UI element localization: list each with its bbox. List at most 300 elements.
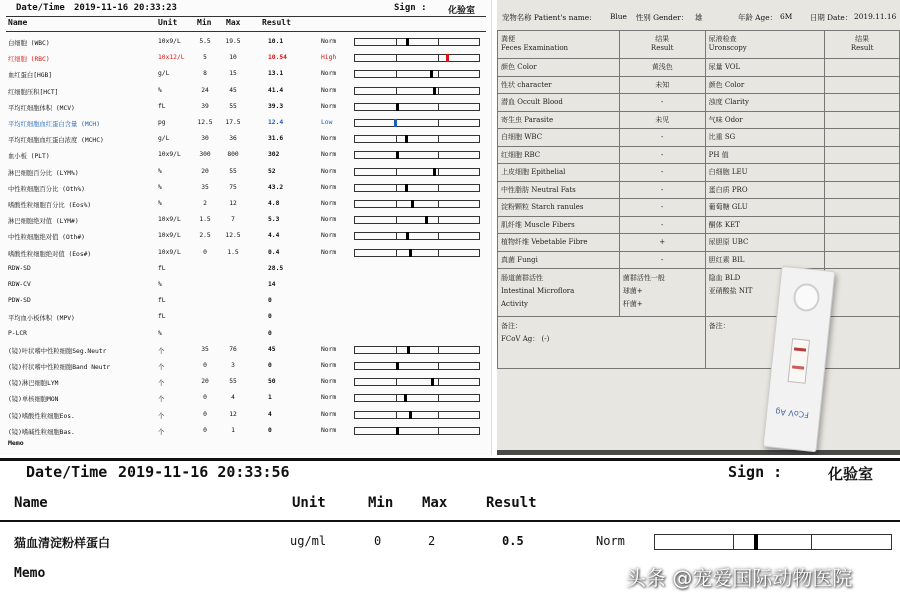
result-window [788, 338, 811, 384]
result-marker [406, 232, 409, 240]
urine-result-heading: 结果 Result [825, 31, 900, 59]
feces-item: 性状 character [498, 76, 620, 94]
cbc-row [0, 99, 492, 115]
urine-result [825, 129, 900, 147]
exam-row [498, 199, 900, 217]
test-name: 平均血小板体积 (MPV) [8, 315, 75, 323]
range-bar [354, 249, 480, 257]
test-min: 35 [201, 183, 209, 191]
test-max: 19.5 [225, 38, 241, 45]
test-max: 12 [229, 410, 237, 418]
test-form-photo [497, 0, 900, 455]
range-divider [396, 71, 397, 77]
cbc-row [0, 326, 492, 342]
result-marker [396, 151, 399, 159]
test-name: (镜)嗜酸性粒细胞Eos. [8, 412, 75, 420]
test-result: 4 [268, 410, 272, 418]
test-min: 12.5 [197, 119, 213, 126]
exam-table-head [498, 31, 900, 59]
range-bar [354, 362, 480, 370]
fcov-value: (-) [541, 335, 550, 343]
test-flag: Norm [321, 102, 337, 110]
test-result: 52 [268, 167, 276, 175]
test-flag: Norm [321, 378, 337, 386]
test-min: 0 [203, 410, 207, 418]
feces-item: 肌纤维 Muscle Fibers [498, 216, 620, 234]
test-max: 1.5 [227, 248, 239, 256]
result-marker [394, 119, 397, 127]
cbc-row [0, 390, 492, 406]
cbc-row [0, 164, 492, 180]
test-flag: High [321, 54, 337, 62]
bottom-datetime-value: 2019-11-16 20:33:56 [118, 463, 290, 481]
test-unit: fL [158, 102, 166, 110]
test-unit: 10x9/L [158, 38, 181, 45]
bottom-datetime-label: Date/Time [26, 463, 108, 481]
test-min: 0 [203, 394, 207, 402]
feces-item: 真菌 Fungi [498, 251, 620, 269]
cbc-header [8, 3, 488, 15]
cassette-brand: FCoV Ag [774, 406, 810, 420]
result-marker [409, 411, 412, 419]
feces-result: 未知 [619, 76, 705, 94]
bottom-col-name: Name [14, 495, 48, 511]
range-bar [354, 87, 480, 95]
feces-result-heading: 结果 Result [619, 31, 705, 59]
urine-result [825, 251, 900, 269]
cbc-row [0, 212, 492, 228]
range-divider [438, 185, 439, 191]
saa-row [0, 534, 900, 552]
exam-row [498, 111, 900, 129]
test-unit: % [158, 183, 162, 191]
urine-item: 尿量 VOL [705, 59, 825, 77]
test-flag: Norm [321, 216, 337, 224]
range-bar [354, 168, 480, 176]
feces-item: 白细胞 WBC [498, 129, 620, 147]
saa-result: 0.5 [502, 534, 524, 548]
col-result: Result [262, 18, 291, 27]
saa-range-bar [654, 534, 892, 550]
test-name: 中性粒细胞百分比 (Oth%) [8, 185, 85, 193]
cbc-row [0, 180, 492, 196]
range-divider [396, 250, 397, 256]
urine-result [825, 111, 900, 129]
test-unit: 个 [158, 428, 165, 436]
test-max: 800 [227, 151, 239, 159]
test-min: 1.5 [199, 216, 211, 224]
test-name: (镜)叶状嗜中性粒细胞Seg.Neutr [8, 347, 107, 355]
sign-label: Sign : [394, 3, 427, 13]
test-flag: Norm [321, 183, 337, 191]
range-divider [438, 379, 439, 385]
range-bar [354, 232, 480, 240]
result-marker [430, 70, 433, 78]
feces-item: 红细胞 RBC [498, 146, 620, 164]
range-divider [438, 347, 439, 353]
range-bar [354, 54, 480, 62]
cbc-row [0, 34, 492, 50]
bottom-column-headers [0, 495, 900, 513]
test-max: 12.5 [225, 232, 241, 240]
test-unit: fL [158, 297, 166, 305]
col-name: Name [8, 18, 28, 27]
cbc-row [0, 147, 492, 163]
range-divider [396, 217, 397, 223]
test-name: RDW-SD [8, 264, 31, 272]
cbc-row [0, 261, 492, 277]
test-min: 0 [203, 426, 207, 434]
cbc-row [0, 50, 492, 66]
saa-report [0, 458, 900, 600]
test-unit: % [158, 86, 162, 94]
flora-urine-items: 隐血 BLD 亚硝酸盐 NIT [705, 269, 825, 317]
range-divider [396, 39, 397, 45]
range-bar [354, 70, 480, 78]
test-name: 中性粒细胞绝对值 (Oth#) [8, 234, 85, 242]
urine-item: 胆红素 BIL [705, 251, 825, 269]
urine-result [825, 146, 900, 164]
bottom-top-rule [0, 458, 900, 461]
cbc-row [0, 423, 492, 439]
test-unit: pg [158, 119, 166, 126]
patient-label: 宠物名称 Patient's name: [502, 13, 592, 22]
exam-row [498, 129, 900, 147]
result-marker [411, 200, 414, 208]
date-value: 2019.11.16 [854, 12, 897, 21]
range-bar [354, 38, 480, 46]
range-bar [354, 184, 480, 192]
test-flag: Norm [321, 38, 337, 45]
test-name: 平均红细胞血红蛋白浓度 (MCHC) [8, 137, 104, 145]
test-flag: Norm [321, 151, 337, 159]
range-divider [396, 185, 397, 191]
range-bar [354, 394, 480, 402]
test-name: 白细胞 (WBC) [8, 40, 50, 47]
test-flag: Norm [321, 426, 337, 434]
urine-result [825, 199, 900, 217]
test-result: 12.4 [268, 119, 284, 126]
date-label: 日期 Date： [810, 13, 853, 22]
test-min: 5 [203, 54, 207, 62]
test-name: RDW-CV [8, 281, 31, 288]
range-bar [354, 200, 480, 208]
test-unit: 个 [158, 412, 165, 420]
urine-item: 比重 SG [705, 129, 825, 147]
test-result: 0 [268, 426, 272, 434]
cbc-row [0, 245, 492, 261]
range-divider [438, 428, 439, 434]
exam-row [498, 181, 900, 199]
gender-value: 雄 [695, 13, 703, 22]
feces-result: + [619, 234, 705, 252]
test-flag: Norm [321, 248, 337, 256]
test-max: 15 [229, 70, 237, 78]
urine-item: PH 值 [705, 146, 825, 164]
flora-row [498, 269, 900, 317]
flora-urine-result [825, 269, 900, 317]
test-name: (镜)杆状嗜中性粒细胞Band Neutr [8, 364, 111, 371]
range-bar [354, 216, 480, 224]
test-result: 0 [268, 362, 272, 369]
test-max: 76 [229, 345, 237, 353]
range-bar [354, 103, 480, 111]
exam-row [498, 234, 900, 252]
test-name: P-LCR [8, 329, 27, 337]
watermark: 头条 @宠爱国际动物医院 [626, 566, 853, 590]
bottom-col-max: Max [422, 495, 448, 511]
urine-item: 葡萄糖 GLU [705, 199, 825, 217]
test-flag: Norm [321, 135, 337, 143]
test-unit: fL [158, 264, 166, 272]
bottom-memo-label: Memo [14, 566, 46, 581]
feces-item: 颜色 Color [498, 59, 620, 77]
range-divider [396, 136, 397, 142]
bottom-col-result: Result [486, 495, 537, 511]
test-max: 7 [231, 216, 235, 224]
test-flag: Norm [321, 86, 337, 94]
test-name: PDW-SD [8, 297, 31, 305]
test-result: 41.4 [268, 86, 284, 94]
control-line [794, 347, 806, 351]
test-max: 4 [231, 394, 235, 402]
feces-result: - [619, 164, 705, 182]
bottom-sign-label: Sign : [728, 463, 783, 481]
test-flag: Norm [321, 167, 337, 175]
range-divider-low [733, 535, 734, 549]
feces-result: - [619, 251, 705, 269]
test-max: 36 [229, 135, 237, 143]
range-divider [438, 55, 439, 61]
test-result: 5.3 [268, 216, 280, 224]
age-value: 6M [780, 12, 793, 21]
test-max: 12 [229, 200, 237, 207]
urine-result [825, 76, 900, 94]
test-max: 55 [229, 167, 237, 175]
test-flag: Norm [321, 345, 337, 353]
range-divider [396, 55, 397, 61]
cbc-row [0, 131, 492, 147]
test-result: 39.3 [268, 102, 284, 110]
result-marker [433, 168, 436, 176]
cbc-row [0, 83, 492, 99]
cbc-row [0, 358, 492, 374]
test-min: 2.5 [199, 232, 211, 240]
result-marker [407, 346, 410, 354]
test-min: 8 [203, 70, 207, 78]
test-name: 血红蛋白[HGB] [8, 72, 53, 80]
feces-result: - [619, 94, 705, 112]
exam-row [498, 216, 900, 234]
test-result: 45 [268, 345, 276, 353]
exam-row [498, 164, 900, 182]
test-flag: Norm [321, 200, 337, 207]
result-marker [405, 184, 408, 192]
test-result: 0.4 [268, 248, 280, 256]
test-unit: 个 [158, 347, 165, 355]
range-divider [438, 363, 439, 369]
test-unit: 10x9/L [158, 248, 181, 256]
exam-row [498, 59, 900, 77]
result-marker [396, 103, 399, 111]
test-name: 淋巴细胞百分比 (LYM%) [8, 169, 79, 177]
cbc-column-headers [0, 18, 492, 30]
range-divider [396, 347, 397, 353]
test-flag: Norm [321, 394, 337, 402]
test-result: 28.5 [268, 264, 284, 272]
result-marker [431, 378, 434, 386]
form-paper [497, 0, 900, 450]
result-marker [433, 87, 436, 95]
cbc-row [0, 342, 492, 358]
urine-item: 酮体 KET [705, 216, 825, 234]
sample-well [792, 282, 821, 313]
range-divider [438, 104, 439, 110]
cbc-row [0, 196, 492, 212]
bottom-col-unit: Unit [292, 495, 326, 511]
test-min: 20 [201, 378, 209, 386]
feces-result: 未见 [619, 111, 705, 129]
gender-label: 性别 Gender： [636, 13, 689, 22]
test-result: 10.1 [268, 38, 284, 45]
range-divider [438, 39, 439, 45]
range-divider [396, 379, 397, 385]
test-min: 35 [201, 345, 209, 353]
test-unit: 个 [158, 396, 165, 404]
test-unit: 10x9/L [158, 232, 181, 240]
range-divider [396, 233, 397, 239]
exam-row [498, 251, 900, 269]
test-max: 75 [229, 183, 237, 191]
notes-row [498, 317, 900, 369]
urine-result [825, 59, 900, 77]
urine-item: 尿胆原 UBC [705, 234, 825, 252]
result-marker [409, 249, 412, 257]
patient-name: Blue [610, 12, 627, 21]
test-name: 淋巴细胞绝对值 (LYM#) [8, 218, 79, 226]
result-marker [405, 135, 408, 143]
exam-table [497, 30, 900, 369]
test-result: 0 [268, 329, 272, 337]
col-max: Max [226, 18, 241, 27]
test-unit: 10x12/L [158, 54, 185, 62]
test-result: 14 [268, 281, 276, 288]
test-result: 31.6 [268, 135, 284, 143]
feces-item: 潜血 Occult Blood [498, 94, 620, 112]
test-name: 血小板 (PLT) [8, 153, 50, 161]
feces-item: 植物纤维 Vebetable Fibre [498, 234, 620, 252]
test-max: 55 [229, 378, 237, 386]
result-marker [404, 394, 407, 402]
saa-result-marker [754, 534, 758, 550]
feces-item: 上皮细胞 Epithelial [498, 164, 620, 182]
test-max: 1 [231, 426, 235, 434]
test-flag: Norm [321, 70, 337, 78]
feces-item: 淀粉颗粒 Starch ranules [498, 199, 620, 217]
range-divider [438, 152, 439, 158]
test-unit: % [158, 200, 162, 207]
test-min: 30 [201, 135, 209, 143]
urine-heading: 尿液检查 Uronscopy [705, 31, 825, 59]
test-unit: g/L [158, 135, 170, 143]
saa-max: 2 [428, 534, 436, 548]
datetime-label: Date/Time [16, 3, 65, 13]
bottom-col-min: Min [368, 495, 394, 511]
urine-item: 浊度 Clarity [705, 94, 825, 112]
range-divider [438, 395, 439, 401]
test-result: 1 [268, 394, 272, 402]
test-name: 平均红细胞血红蛋白含量 (MCH) [8, 121, 101, 128]
test-unit: 个 [158, 364, 165, 371]
urine-item: 蛋白质 PRO [705, 181, 825, 199]
test-result: 43.2 [268, 183, 284, 191]
age-label: 年龄 Age： [738, 13, 777, 22]
flora-result: 菌群活性一般 球菌+ 杆菌+ [619, 269, 705, 317]
test-name: (镜)单核细胞MON [8, 396, 59, 404]
cbc-row [0, 293, 492, 309]
feces-result: - [619, 146, 705, 164]
feces-result: 黄浅色 [619, 59, 705, 77]
test-unit: fL [158, 313, 166, 321]
urine-result [825, 216, 900, 234]
test-min: 0 [203, 362, 207, 369]
test-max: 17.5 [225, 119, 241, 126]
range-divider [396, 201, 397, 207]
exam-row [498, 94, 900, 112]
range-divider [438, 88, 439, 94]
notes-left: 备注： FCoV Ag： (-) [498, 317, 706, 369]
col-min: Min [197, 18, 212, 27]
urine-result [825, 181, 900, 199]
range-divider [438, 201, 439, 207]
test-result: 4.8 [268, 200, 280, 207]
feces-item: 寄生虫 Parasite [498, 111, 620, 129]
test-result: 50 [268, 378, 276, 386]
test-result: 4.4 [268, 232, 280, 240]
result-marker [396, 362, 399, 370]
col-unit: Unit [158, 18, 178, 27]
range-divider [438, 120, 439, 126]
flora-item: 肠道菌群活性 Intestinal Microflora Activity [498, 269, 620, 317]
fcov-label: FCoV Ag： [501, 335, 540, 343]
test-name: 嗜酸性粒细胞绝对值 (Eos#) [8, 250, 92, 258]
test-max: 3 [231, 362, 235, 369]
test-max: 45 [229, 86, 237, 94]
range-bar [354, 378, 480, 386]
cbc-row [0, 115, 492, 131]
test-result: 13.1 [268, 70, 284, 78]
test-unit: 个 [158, 380, 165, 388]
result-marker [396, 427, 399, 435]
urine-result [825, 94, 900, 112]
test-unit: 10x9/L [158, 216, 181, 224]
test-min: 39 [201, 102, 209, 110]
test-max: 55 [229, 102, 237, 110]
feces-heading: 粪便 Feces Examination [498, 31, 620, 59]
test-min: 0 [203, 248, 207, 256]
test-min: 300 [199, 151, 211, 159]
range-divider [438, 71, 439, 77]
urine-item: 颜色 Color [705, 76, 825, 94]
range-divider [438, 250, 439, 256]
test-min: 20 [201, 167, 209, 175]
range-divider [438, 169, 439, 175]
range-bar [354, 135, 480, 143]
result-marker [425, 216, 428, 224]
test-unit: % [158, 329, 162, 337]
test-result: 0 [268, 297, 272, 305]
test-unit: % [158, 167, 162, 175]
